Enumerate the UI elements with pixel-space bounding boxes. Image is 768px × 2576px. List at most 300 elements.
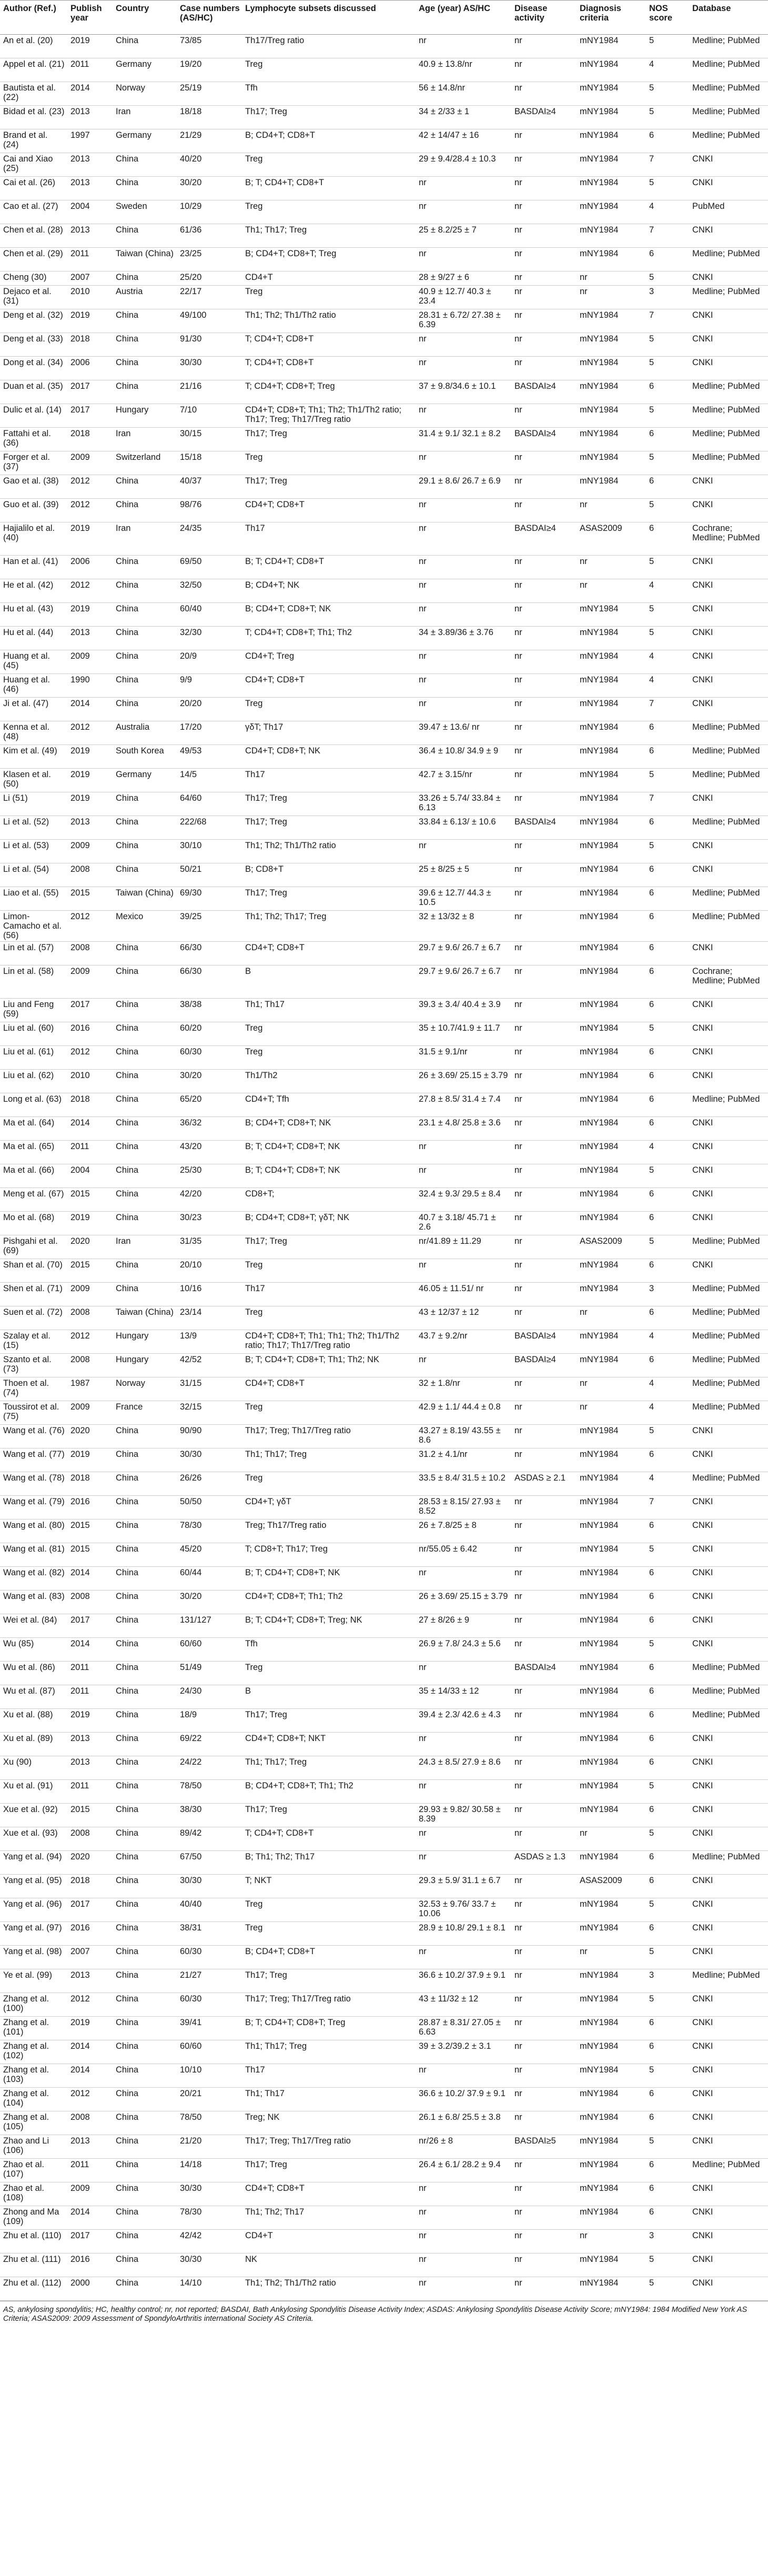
table-cell: Dong et al. (34) [0,357,67,380]
table-cell: mNY1984 [577,1756,646,1780]
table-cell: 30/30 [177,1448,242,1472]
table-cell: 2016 [67,1496,113,1520]
table-cell: 22/17 [177,286,242,309]
table-cell: China [113,1259,177,1283]
table-cell: nr [511,556,577,579]
table-cell: 2013 [67,2135,113,2159]
table-cell: nr [511,579,577,603]
table-cell: 2014 [67,82,113,106]
table-cell: 2014 [67,1638,113,1662]
table-cell: mNY1984 [577,2277,646,2301]
table-cell: China [113,1614,177,1638]
table-cell: 30/30 [177,2253,242,2277]
table-cell: Medline; PubMed [689,2159,768,2182]
table-cell: nr [511,1543,577,1567]
table-cell: mNY1984 [577,224,646,248]
table-cell: 2018 [67,1875,113,1898]
table-cell: nr [511,404,577,428]
table-cell: 2013 [67,816,113,840]
table-cell: 2000 [67,2277,113,2301]
table-row [0,1543,768,1567]
table-cell: Hu et al. (44) [0,627,67,650]
table-cell: mNY1984 [577,82,646,106]
table-row [0,1401,768,1425]
table-cell: 6 [646,1212,689,1235]
table-cell: 7 [646,792,689,816]
table-row [0,579,768,603]
table-cell: Ma et al. (66) [0,1164,67,1188]
table-cell: nr [511,863,577,887]
table-cell: 23/25 [177,248,242,271]
table-cell: China [113,1780,177,1804]
table-cell: mNY1984 [577,200,646,224]
table-cell: CNKI [689,2111,768,2135]
table-cell: Th1; Th2; Th1/Th2 ratio [242,2277,416,2301]
table-cell: Medline; PubMed [689,816,768,840]
table-cell: Bautista et al. (22) [0,82,67,106]
table-cell: B; CD4+T; CD8+T [242,129,416,153]
table-cell: nr [511,1685,577,1709]
table-cell: 40/37 [177,475,242,499]
table-cell: nr [416,333,511,357]
table-row [0,1448,768,1472]
table-cell: mNY1984 [577,1520,646,1543]
table-cell: ASAS2009 [577,1235,646,1259]
table-cell: BASDAI≥4 [511,428,577,451]
table-cell: 2009 [67,451,113,475]
table-cell: CNKI [689,2230,768,2253]
table-cell: nr [511,1496,577,1520]
table-cell: mNY1984 [577,965,646,999]
table-cell: 30/30 [177,2182,242,2206]
table-cell: Wei et al. (84) [0,1614,67,1638]
table-cell: Shan et al. (70) [0,1259,67,1283]
table-cell: nr [416,404,511,428]
table-cell: Xue et al. (92) [0,1804,67,1827]
table-cell: 2008 [67,942,113,965]
table-cell: 35 ± 14/33 ± 12 [416,1685,511,1709]
table-cell: 32 ± 13/32 ± 8 [416,911,511,942]
table-cell: nr [416,2277,511,2301]
table-cell: Medline; PubMed [689,1377,768,1401]
table-cell: 6 [646,1733,689,1756]
table-row [0,1188,768,1212]
table-cell: 32/50 [177,579,242,603]
table-cell: Zhu et al. (111) [0,2253,67,2277]
table-cell: 60/30 [177,1993,242,2017]
table-cell: China [113,2253,177,2277]
table-cell: CD4+T; CD8+T; Th1; Th2 [242,1591,416,1614]
table-cell: nr [511,1591,577,1614]
table-cell: Cochrane; Medline; PubMed [689,522,768,556]
table-cell: CNKI [689,792,768,816]
table-row [0,309,768,333]
table-cell: China [113,1567,177,1591]
table-cell: T; CD4+T; CD8+T; Th1; Th2 [242,627,416,650]
table-cell: Chen et al. (29) [0,248,67,271]
table-cell: 27 ± 8/26 ± 9 [416,1614,511,1638]
table-row [0,2230,768,2253]
table-cell: nr [511,1117,577,1141]
table-cell: 4 [646,1401,689,1425]
table-cell: 5 [646,1235,689,1259]
table-cell: T; CD4+T; CD8+T [242,1827,416,1851]
table-cell: China [113,1425,177,1448]
table-cell: CNKI [689,1946,768,1969]
table-cell: 42/52 [177,1354,242,1377]
table-cell: 43.27 ± 8.19/ 43.55 ± 8.6 [416,1425,511,1448]
table-cell: 29.7 ± 9.6/ 26.7 ± 6.7 [416,965,511,999]
table-cell: 60/44 [177,1567,242,1591]
table-cell: Medline; PubMed [689,106,768,129]
table-cell: 2013 [67,224,113,248]
table-cell: PubMed [689,200,768,224]
table-cell: 65/20 [177,1093,242,1117]
table-cell: 6 [646,2088,689,2111]
table-cell: China [113,2159,177,2182]
table-cell: nr [416,579,511,603]
table-cell: 14/5 [177,769,242,792]
table-cell: Medline; PubMed [689,129,768,153]
table-cell: nr [511,2064,577,2088]
table-cell: Medline; PubMed [689,1354,768,1377]
table-cell: CNKI [689,1827,768,1851]
table-cell: CD4+T; CD8+T; NK [242,745,416,769]
table-row [0,1756,768,1780]
table-cell: 5 [646,404,689,428]
table-cell: nr [511,2182,577,2206]
table-cell: CNKI [689,333,768,357]
table-cell: nr [511,1259,577,1283]
table-row [0,1733,768,1756]
table-cell: nr [511,1733,577,1756]
table-cell: 3 [646,286,689,309]
table-cell: China [113,1093,177,1117]
table-cell: Medline; PubMed [689,887,768,911]
table-cell: 2009 [67,840,113,863]
table-cell: 5 [646,357,689,380]
table-cell: nr [577,1306,646,1330]
table-row [0,1354,768,1377]
table-cell: nr [511,200,577,224]
table-cell: 2008 [67,1591,113,1614]
table-cell: nr [416,840,511,863]
table-cell: T; NKT [242,1875,416,1898]
table-cell: B; CD4+T; CD8+T [242,1946,416,1969]
table-row [0,1117,768,1141]
table-cell: 2015 [67,1520,113,1543]
table-cell: CNKI [689,1638,768,1662]
table-row [0,1946,768,1969]
table-cell: nr [511,1756,577,1780]
table-row [0,200,768,224]
table-cell: 60/30 [177,1046,242,1070]
table-cell: Th17; Treg [242,792,416,816]
table-cell: China [113,177,177,200]
table-cell: 2013 [67,153,113,177]
table-cell: mNY1984 [577,1614,646,1638]
table-cell: nr [511,698,577,721]
table-cell: mNY1984 [577,2017,646,2040]
table-cell: CD4+T; Treg [242,650,416,674]
table-cell: Zhang et al. (102) [0,2040,67,2064]
table-cell: China [113,1448,177,1472]
table-cell: mNY1984 [577,357,646,380]
table-cell: B; CD8+T [242,863,416,887]
table-cell: 2020 [67,1235,113,1259]
table-cell: nr [511,357,577,380]
table-cell: 2007 [67,1946,113,1969]
table-cell: Lin et al. (58) [0,965,67,999]
table-cell: mNY1984 [577,792,646,816]
table-cell: mNY1984 [577,1212,646,1235]
table-cell: Yang et al. (96) [0,1898,67,1922]
table-cell: 32/15 [177,1401,242,1425]
table-cell: Medline; PubMed [689,1283,768,1306]
table-row [0,1046,768,1070]
table-cell: Tfh [242,1638,416,1662]
table-cell: 5 [646,1946,689,1969]
table-cell: 6 [646,380,689,404]
table-cell: 18/9 [177,1709,242,1733]
table-cell: nr [511,1614,577,1638]
table-cell: nr [511,1875,577,1898]
column-header: Case numbers (AS/HC) [177,1,242,35]
table-cell: nr [577,499,646,522]
table-cell: nr [511,1827,577,1851]
table-cell: B; CD4+T; CD8+T; γδT; NK [242,1212,416,1235]
table-cell: Th17; Treg; Th17/Treg ratio [242,2135,416,2159]
table-cell: Wang et al. (82) [0,1567,67,1591]
table-cell: Guo et al. (39) [0,499,67,522]
table-cell: CNKI [689,1188,768,1212]
table-cell: 66/30 [177,965,242,999]
table-cell: China [113,1946,177,1969]
table-cell: China [113,627,177,650]
table-cell: China [113,224,177,248]
table-cell: Xu et al. (89) [0,1733,67,1756]
table-cell: 6 [646,816,689,840]
table-cell: Medline; PubMed [689,380,768,404]
table-cell: 6 [646,248,689,271]
table-cell: China [113,380,177,404]
table-cell: mNY1984 [577,2135,646,2159]
table-cell: 6 [646,1046,689,1070]
table-cell: mNY1984 [577,1022,646,1046]
table-cell: 5 [646,1022,689,1046]
table-cell: 6 [646,721,689,745]
table-cell: Dejaco et al. (31) [0,286,67,309]
table-cell: Th1; Th2; Th17 [242,2206,416,2230]
table-cell: 2012 [67,475,113,499]
table-cell: nr [511,153,577,177]
table-cell: CD4+T; Tfh [242,1093,416,1117]
table-cell: 36.4 ± 10.8/ 34.9 ± 9 [416,745,511,769]
table-cell: 2019 [67,35,113,58]
table-cell: nr [511,2206,577,2230]
table-cell: Zhang et al. (100) [0,1993,67,2017]
table-cell: 5 [646,556,689,579]
table-cell: 5 [646,177,689,200]
table-cell: 26.1 ± 6.8/ 25.5 ± 3.8 [416,2111,511,2135]
table-cell: Th17; Treg; Th17/Treg ratio [242,1425,416,1448]
table-cell: B [242,1685,416,1709]
table-cell: 2009 [67,1401,113,1425]
table-cell: nr [511,792,577,816]
table-cell: Deng et al. (33) [0,333,67,357]
table-cell: mNY1984 [577,627,646,650]
table-cell: China [113,1922,177,1946]
table-cell: BASDAI≥4 [511,522,577,556]
table-cell: China [113,650,177,674]
table-cell: B; T; CD4+T; CD8+T [242,177,416,200]
table-cell: France [113,1401,177,1425]
table-cell: mNY1984 [577,887,646,911]
table-cell: 60/60 [177,1638,242,1662]
table-cell: 2015 [67,1543,113,1567]
table-cell: 39.47 ± 13.6/ nr [416,721,511,745]
table-cell: 60/40 [177,603,242,627]
table-cell: nr [511,82,577,106]
table-cell: 19/20 [177,58,242,82]
table-cell: China [113,999,177,1022]
table-cell: mNY1984 [577,1141,646,1164]
table-cell: 4 [646,1377,689,1401]
table-cell: nr [511,650,577,674]
table-cell: mNY1984 [577,309,646,333]
table-row [0,674,768,698]
table-cell: China [113,1164,177,1188]
table-cell: mNY1984 [577,1543,646,1567]
table-cell: 69/30 [177,887,242,911]
table-cell: Treg [242,1401,416,1425]
table-cell: mNY1984 [577,863,646,887]
table-cell: 2019 [67,792,113,816]
table-cell: China [113,603,177,627]
table-cell: nr [511,2111,577,2135]
table-cell: 2014 [67,1117,113,1141]
table-cell: mNY1984 [577,769,646,792]
table-cell: Taiwan (China) [113,1306,177,1330]
table-cell: 2013 [67,1969,113,1993]
table-cell: 42.7 ± 3.15/nr [416,769,511,792]
table-cell: CD4+T; CD8+T [242,2182,416,2206]
table-row [0,58,768,82]
table-cell: 6 [646,2206,689,2230]
table-cell: CNKI [689,499,768,522]
table-cell: China [113,1141,177,1164]
table-cell: CNKI [689,309,768,333]
table-cell: mNY1984 [577,1472,646,1496]
table-cell: Appel et al. (21) [0,58,67,82]
table-row [0,404,768,428]
table-cell: Wang et al. (77) [0,1448,67,1472]
table-cell: Th17/Treg ratio [242,35,416,58]
table-cell: Medline; PubMed [689,769,768,792]
table-cell: 4 [646,1472,689,1496]
table-cell: Th17; Treg [242,106,416,129]
table-cell: 2009 [67,650,113,674]
table-cell: China [113,475,177,499]
table-cell: nr [511,1022,577,1046]
table-cell: CNKI [689,1875,768,1898]
table-cell: 24/30 [177,1685,242,1709]
table-cell: mNY1984 [577,1425,646,1448]
table-cell: nr [511,333,577,357]
table-row [0,380,768,404]
table-cell: 21/27 [177,1969,242,1993]
table-cell: nr [511,2017,577,2040]
table-cell: 67/50 [177,1851,242,1875]
table-cell: 4 [646,650,689,674]
table-cell: nr [511,1164,577,1188]
table-cell: nr [416,1354,511,1377]
table-row [0,2088,768,2111]
table-cell: Liu et al. (61) [0,1046,67,1070]
table-cell: nr [416,1780,511,1804]
table-cell: 32.4 ± 9.3/ 29.5 ± 8.4 [416,1188,511,1212]
table-cell: 4 [646,579,689,603]
table-cell: mNY1984 [577,1046,646,1070]
table-cell: 5 [646,769,689,792]
table-cell: 2013 [67,1733,113,1756]
table-cell: nr [511,129,577,153]
table-cell: 34 ± 3.89/36 ± 3.76 [416,627,511,650]
table-row [0,1591,768,1614]
table-cell: 2011 [67,2159,113,2182]
table-row [0,2182,768,2206]
table-cell: Suen et al. (72) [0,1306,67,1330]
table-cell: nr [416,556,511,579]
table-cell: Treg [242,1306,416,1330]
table-cell: 5 [646,333,689,357]
table-cell: nr [511,745,577,769]
table-cell: South Korea [113,745,177,769]
table-cell: 2010 [67,1070,113,1093]
table-cell: 21/20 [177,2135,242,2159]
table-cell: 2014 [67,2064,113,2088]
table-cell: 40.7 ± 3.18/ 45.71 ± 2.6 [416,1212,511,1235]
table-cell: 2010 [67,286,113,309]
table-cell: 38/38 [177,999,242,1022]
table-cell: Cai and Xiao (25) [0,153,67,177]
table-cell: Treg [242,58,416,82]
table-cell: CNKI [689,1567,768,1591]
table-cell: 2012 [67,1993,113,2017]
table-cell: B; T; CD4+T; CD8+T; NK [242,1164,416,1188]
table-cell: 6 [646,1259,689,1283]
table-row [0,271,768,286]
table-row [0,106,768,129]
table-row [0,650,768,674]
table-cell: 2019 [67,2017,113,2040]
table-cell: Th17; Treg [242,1804,416,1827]
table-cell: Wu et al. (86) [0,1662,67,1685]
table-cell: 7 [646,698,689,721]
table-row [0,1472,768,1496]
table-cell: Zhu et al. (110) [0,2230,67,2253]
table-cell: 7 [646,1496,689,1520]
table-cell: Medline; PubMed [689,248,768,271]
table-cell: 3 [646,2230,689,2253]
table-row [0,248,768,271]
table-cell: Ma et al. (65) [0,1141,67,1164]
table-cell: 5 [646,1898,689,1922]
table-cell: Zhu et al. (112) [0,2277,67,2301]
table-row [0,1306,768,1330]
table-cell: 6 [646,1709,689,1733]
table-cell: nr [511,965,577,999]
